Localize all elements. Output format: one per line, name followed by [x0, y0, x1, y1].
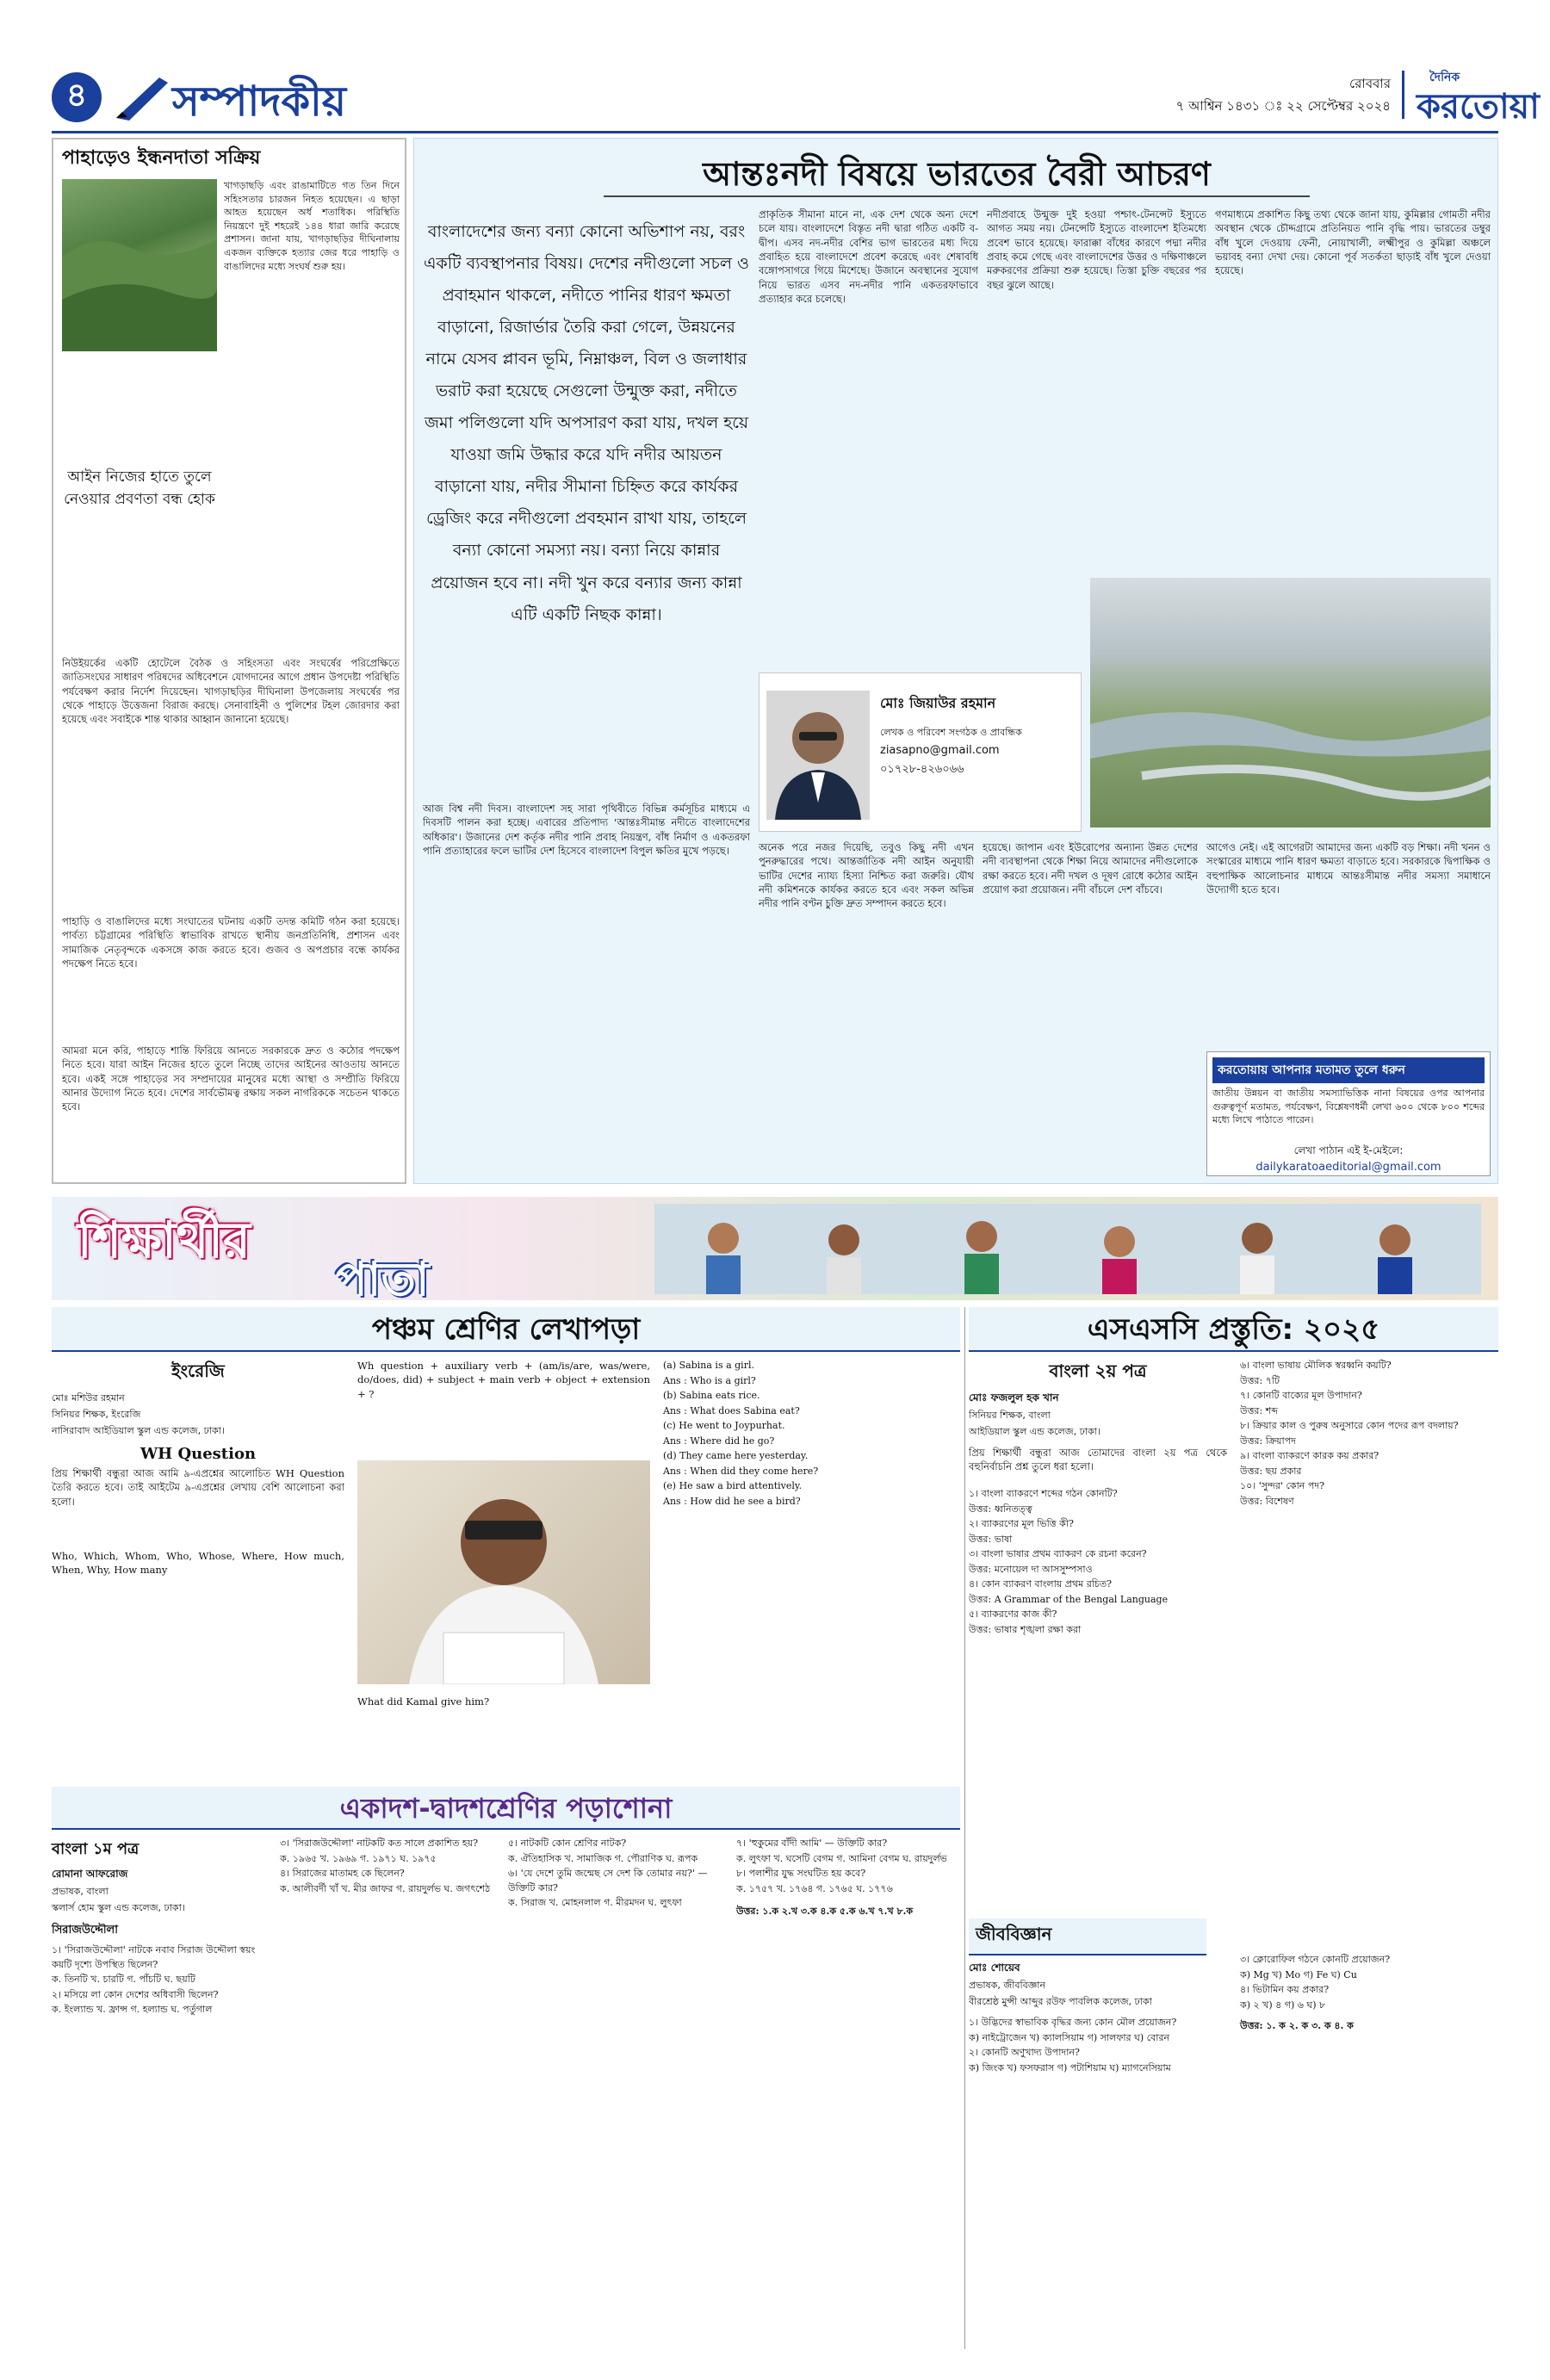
main-col-6: হয়েছে। জাপান এবং ইউরোপের অন্যান্য উন্নত দেশের নদী ব্যবস্থাপনা থেকে শিক্ষা নিয়ে আমাদের নদীগুলোকে রক্ষা করতে হবে। নদী দখল ও দূষণ রোধে কঠোর আইন প্রয়োগ করা প্রয়োজন। নদী বাঁচলে দেশ বাঁচবে। [983, 841, 1198, 896]
bio-options: ক) Mg খ) Mo গ) Fe ঘ) Cu [1240, 1968, 1357, 1980]
ssc-answer: উত্তর: ক্রিয়াপদ [1240, 1435, 1296, 1447]
main-title-rule [604, 195, 1310, 197]
left-article-photo [62, 179, 217, 351]
main-pull-quote: বাংলাদেশের জন্য বন্যা কোনো অভিশাপ নয়, বরং একটি ব্যবস্থাপনার বিষয়। দেশের নদীগুলো সচল ও প্রবাহমান থাকলে, নদীতে পানির ধারণ ক্ষমতা বাড়ানো, রিজার্ভার তৈরি করা গেলে, উন্নয়নের নামে যেসব প্লাবন ভূমি, নিম্নাঞ্চল, বিল ও জলাধার ভরাট করা হয়েছে সেগুলো উন্মুক্ত করা, নদীতে জমা পলিগুলো যদি অপসারণ করা যায়, দখল হয়ে যাওয়া জমি উদ্ধার করে যদি নদীর আয়তন বাড়ানো যায়, নদীর সীমানা চিহ্নিত করে কার্যকর ড্রেজিং করে নদীগুলো প্রবহমান রাখা যায়, তাহলে বন্যা কোনো সমস্যা নয়। বন্যা নিয়ে কান্নার প্রয়োজন হবে না। নদী খুন করে বন্যার জন্য কান্না এটি একটি নিছক কান্না। [423, 222, 750, 624]
pen-icon [112, 71, 172, 122]
bio-question: ৩। ক্লোরোফিল গঠনে কোনটি প্রয়োজন? [1240, 1954, 1391, 1965]
masthead [52, 67, 1540, 127]
class5-example: Ans : When did they come here? [663, 1465, 819, 1477]
class5-photo [357, 1460, 650, 1684]
class11-options: ক. ১৯৬৫ খ. ১৯৬৯ গ. ১৯৭১ ঘ. ১৯৭৫ [280, 1852, 437, 1864]
ssc-question: ১। বাংলা ব্যাকরণে শব্দের গঠন কোনটি? [969, 1488, 1118, 1499]
main-article-title: আন্তঃনদী বিষয়ে ভারতের বৈরী আচরণ [703, 155, 1211, 193]
ssc-answer: উত্তর: ভাষার শৃঙ্খলা রক্ষা করা [969, 1623, 1082, 1635]
class11-section [52, 1787, 960, 2355]
ssc-question: ৩। বাংলা ভাষার প্রথম ব্যাকরণ কে রচনা করেন? [969, 1548, 1147, 1559]
biology-heading: জীববিজ্ঞান [969, 1918, 1206, 1955]
main-col-2: নদীপ্রবাহে উন্মুক্ত দুই হওয়া পশ্চাৎ-টেনন্সেট ইস্যুতে আগত সময় নয়। টেনন্সেটি ইস্যুতে বাংলাদেশ ইতিমধ্যে প্রবেশ ভাবে হয়েছে। ফারাক্কা বাঁধের কারণে পদ্মা নদীর প্রবাহ কমে গেছে এবং বাংলাদেশের উত্তর ও দক্ষিণাঞ্চলে মরুকরণের প্রক্রিয়া শুরু হয়েছে। তিস্তা চুক্তি বছরের পর বছর ঝুলে আছে। [987, 208, 1206, 291]
class5-extra: What did Kamal give him? [357, 1695, 490, 1708]
ssc-question: ৫। ব্যাকরণের কাজ কী? [969, 1608, 1057, 1620]
class5-col-3 [663, 1359, 956, 1772]
class11-question: ২। মসিয়ে লা কোন দেশের অধিবাসী ছিলেন? [52, 1988, 219, 2000]
page-number-badge: ৪ [52, 72, 102, 122]
author-photo [766, 691, 870, 820]
class11-question: ৭। 'হুকুমের বাঁদী আমি' — উক্তিটি কার? [736, 1838, 888, 1849]
main-col-5: অনেক পরে নজর দিয়েছি, তবুও কিছু নদী এখন পুনরুদ্ধারের পথে। আন্তর্জাতিক নদী আইন অনুযায়ী ভাটির দেশের ন্যায্য হিস্যা নিশ্চিত করা জরুরি। যৌথ নদী কমিশনকে কার্যকর করতে হবে এবং সকল অভিন্ন নদীর পানি বণ্টন চুক্তি দ্রুত সম্পাদন করতে হবে। [759, 841, 974, 910]
class5-subject: ইংরেজি [171, 1360, 225, 1381]
ssc-question: ৬। বাংলা ভাষায় মৌলিক স্বরধ্বনি কয়টি? [1240, 1360, 1392, 1371]
class5-example: Ans : Who is a girl? [663, 1374, 756, 1386]
opinion-box-title: করতোয়ায় আপনার মতামত তুলে ধরুন [1212, 1057, 1485, 1083]
class11-col-1 [52, 1837, 267, 2353]
ssc-subject: বাংলা ২য় পত্র [1049, 1360, 1147, 1381]
bio-teacher-name: মোঃ শোয়েব [969, 1962, 1020, 1974]
ssc-question: ২। ব্যাকরণের মূল ভিত্তি কী? [969, 1518, 1074, 1529]
class11-heading: একাদশ-দ্বাদশশ্রেণির পড়াশোনা [52, 1787, 960, 1830]
class5-example: (b) Sabina eats rice. [663, 1390, 760, 1401]
class11-options: ক. সিরাজ খ. মোহনলাল গ. মীরমদন ঘ. লুৎফা [508, 1897, 682, 1908]
col-rule [964, 1307, 965, 2349]
bio-teacher-role: প্রভাষক, জীববিজ্ঞান [969, 1980, 1046, 1991]
ssc-answer: উত্তর: A Grammar of the Bengal Language [969, 1593, 1169, 1605]
ssc-answer: উত্তর: ছয় প্রকার [1240, 1465, 1302, 1477]
class11-subject: বাংলা ১ম পত্র [52, 1840, 140, 1858]
ssc-question: ৭। কোনটি বাক্যের মূল উপাদান? [1240, 1390, 1362, 1401]
ssc-col-1 [969, 1359, 1227, 1910]
class11-question: ৪। সিরাজের মাতামহ কে ছিলেন? [280, 1868, 405, 1879]
class11-teacher-role: প্রভাষক, বাংলা [52, 1886, 108, 1897]
class11-teacher-school: স্কলার্স হোম স্কুল এন্ড কলেজ, ঢাকা। [52, 1902, 185, 1913]
bio-answer-key: উত্তর: ১. ক ২. ক ৩. ক ৪. ক [1240, 2020, 1354, 2031]
class5-teacher-school: নাসিরাবাদ আইডিয়াল স্কুল এন্ড কলেজ, ঢাকা। [52, 1425, 225, 1436]
class11-question: ১। 'সিরাজউদ্দৌলা' নাটকে নবাব সিরাজ উদ্দৌলা স্বয়ং কয়টি দৃশ্যে উপস্থিত ছিলেন? [52, 1944, 256, 1970]
class5-intro: প্রিয় শিক্ষার্থী বন্ধুরা আজ আমি ৯-এপ্রশ্নের আলোচিত WH Question তৈরি করতে হবে। তাই আইটেম ৯-এপ্রশ্নের লেখায় বেশি আলোচনা করা হলো। [52, 1467, 344, 1508]
class11-question: ৮। পলাশীর যুদ্ধ সংঘটিত হয় কবে? [736, 1868, 866, 1879]
biology-block [969, 1918, 1498, 2332]
issue-date: ৭ আশ্বিন ১৪৩১ ঃ ২২ সেপ্টেম্বর ২০২৪ [1175, 98, 1391, 114]
ssc-teacher-school: আইডিয়াল স্কুল এন্ড কলেজ, ঢাকা। [969, 1426, 1100, 1437]
class5-example: (e) He saw a bird attentively. [663, 1480, 803, 1491]
class11-options: ক. ১৭৫৭ খ. ১৭৬৪ গ. ১৭৬৫ ঘ. ১৭৭৬ [736, 1882, 893, 1894]
left-article-pull-quote: আইন নিজের হাতে তুলে নেওয়ার প্রবণতা বন্ধ হোক [64, 468, 215, 508]
bio-questions-2 [1240, 1953, 1498, 2035]
left-article-body-3: আমরা মনে করি, পাহাড়ে শান্তি ফিরিয়ে আনতে সরকারকে দ্রুত ও কঠোর পদক্ষেপ নিতে হবে। যারা আইন নিজের হাতে তুলে নিচ্ছে তাদের আইনের আওতায় আনতে হবে। একই সঙ্গে পাহাড়ের সব সম্প্রদায়ের মানুষের মধ্যে আস্থা ও সম্প্রীতি ফিরিয়ে আনার উদ্যোগ নিতে হবে। দেশের সার্বভৌমত্ব রক্ষায় সকল নাগরিককে সচেতন থাকতে হবে। [62, 1044, 400, 1113]
ssc-intro: প্রিয় শিক্ষার্থী বন্ধুরা আজ তোমাদের বাংলা ২য় পত্র থেকে বহুনির্বাচনি প্রশ্ন তুলে ধরা হলো। [969, 1447, 1227, 1473]
class11-question: ৩। 'সিরাজউদ্দৌলা' নাটকটি কত সালে প্রকাশিত হয়? [280, 1838, 479, 1849]
left-article-body-2: পাহাড়ি ও বাঙালিদের মধ্যে সংঘাতের ঘটনায় একটি তদন্ত কমিটি গঠন করা হয়েছে। পার্বত্য চট্টগ্রামের পরিস্থিতি স্বাভাবিক রাখতে স্থানীয় জনপ্রতিনিধি, প্রশাসন এবং সামাজিক নেতৃবৃন্দকে একসঙ্গে কাজ করতে হবে। গুজব ও অপপ্রচার বন্ধে কার্যকর পদক্ষেপ নিতে হবে। [62, 915, 400, 970]
author-role: লেখক ও পরিবেশ সংগঠক ও প্রাবন্ধিক [880, 727, 1022, 738]
main-col-4: আজ বিশ্ব নদী দিবস। বাংলাদেশ সহ সারা পৃথিবীতে বিভিন্ন কর্মসূচির মাধ্যমে এ দিবসটি পালন করা হচ্ছে। এবারের প্রতিপাদ্য 'আন্তঃসীমান্ত নদীতে বাংলাদেশের অধিকার'। উজানের দেশ কর্তৃক নদীর পানি প্রবাহ নিয়ন্ত্রণ, বাঁধ নির্মাণ ও একতরফা পানি প্রত্যাহারের ফলে ভাটির দেশ হিসেবে বাংলাদেশ বিপুল ক্ষতির মুখে পড়ছে। [423, 803, 750, 857]
class11-teacher-name: রোমানা আফরোজ [52, 1868, 128, 1880]
opinion-box-email[interactable]: dailykaratoaeditorial@gmail.com [1256, 1161, 1442, 1174]
class5-teacher-name: মোঃ মশিউর রহমান [52, 1392, 125, 1404]
masthead-rule [52, 131, 1498, 133]
issue-day: রোববার [1349, 76, 1391, 91]
ssc-question: ৪। কোন ব্যাকরণ বাংলায় প্রথম রচিত? [969, 1578, 1113, 1590]
bio-options: ক) নাইট্রোজেন খ) ক্যালসিয়াম গ) সালফার ঘ) বোরন [969, 2031, 1170, 2043]
ssc-answer: উত্তর: ধ্বনিতত্ত্ব [969, 1503, 1032, 1515]
class5-col-2 [357, 1359, 650, 1772]
class5-q-words: Who, Which, Whom, Who, Whose, Where, How much, When, Why, How many [52, 1550, 344, 1577]
class5-example: Ans : Where did he go? [663, 1435, 775, 1447]
ssc-answer: উত্তর: বিশেষণ [1240, 1495, 1294, 1507]
masthead-divider [1402, 71, 1404, 119]
opinion-box-email-label: লেখা পাঠান এই ই-মেইলে: [1293, 1144, 1404, 1156]
section-title: সম্পাদকীয় [172, 77, 347, 126]
class5-col-1 [52, 1359, 344, 1772]
class11-question: ৬। 'যে দেশে তুমি জন্মেছ সে দেশ কি তোমার নয়?' — উক্তিটি কার? [508, 1868, 708, 1893]
ssc-question: ১০। 'সুন্দর' কোন পদ? [1240, 1480, 1324, 1491]
paper-name: করতোয়া [1417, 87, 1540, 127]
class11-col-4 [736, 1837, 956, 2353]
students-illustration [654, 1204, 1481, 1294]
class11-options: ক. লুৎফা খ. ঘসেটি বেগম গ. আমিনা বেগম ঘ. রায়দুর্লভ [736, 1852, 947, 1864]
class5-example: (c) He went to Joypurhat. [663, 1420, 785, 1431]
class11-options: ক. তিনটি খ. চারটি গ. পাঁচটি ঘ. ছয়টি [52, 1974, 195, 1985]
class11-options: ক. ইংল্যান্ড খ. ফ্রান্স গ. হল্যান্ড ঘ. পর্তুগাল [52, 2004, 213, 2015]
class5-example: (a) Sabina is a girl. [663, 1360, 754, 1371]
author-card [759, 672, 1082, 832]
banner-title-2: পাতা [336, 1252, 430, 1306]
bio-options: ক) ২ খ) ৪ গ) ৬ ঘ) ৮ [1240, 1999, 1326, 2011]
left-article-title: পাহাড়েও ইন্ধনদাতা সক্রিয় [62, 147, 261, 169]
ssc-heading: এসএসসি প্রস্তুতি: ২০২৫ [969, 1307, 1498, 1352]
class11-question: ৫। নাটকটি কোন শ্রেণির নাটক? [508, 1838, 627, 1849]
main-col-1: প্রাকৃতিক সীমানা মানে না, এক দেশ থেকে অন্য দেশে চলে যায়। বাংলাদেশে বিস্তৃত নদী দ্বারা গঠিত একটি ব-দ্বীপ। এসব নদ-নদীর বেশির ভাগ ভারতের মধ্য দিয়ে প্রবাহিত হয়ে বাংলাদেশে প্রবেশ করেছে এবং শেষাবধি বঙ্গোপসাগরে গিয়ে মিশেছে। উজানে অবস্থানের সুযোগ নিয়ে ভারত এসব নদ-নদীর পানি একতরফাভাবে প্রত্যাহার করে চলেছে। [759, 208, 978, 305]
river-photo [1090, 578, 1491, 827]
left-article-side-text: খাগড়াছড়ি এবং রাঙামাটিতে গত তিন দিনে সহিংসতার চারজন নিহত হয়েছেন। এ ছাড়া আহত হয়েছেন অর্ধ শতাধিক। পরিস্থিতি নিয়ন্ত্রণে দুই শহরেই ১৪৪ ধারা জারি করেছে প্রশাসন। জানা যায়, খাগড়াছড়ির দীঘিনালায় একজন ব্যক্তিকে হত্যার জের ধরে পাহাড়ি ও বাঙালিদের মধ্যে সংঘর্ষ শুরু হয়। [224, 180, 400, 272]
bio-question: ১। উদ্ভিদের স্বাভাবিক বৃদ্ধির জন্য কোন মৌল প্রয়োজন? [969, 2017, 1177, 2028]
main-col-3: গণমাধ্যমে প্রকাশিত কিছু তথ্য থেকে জানা যায়, কুমিল্লার গোমতী নদীর অবস্থান থেকে চৌদ্দগ্রামে প্রতিনিয়ত পানি বৃদ্ধি পায়। ভারতের ডম্বুর বাঁধ খুলে দেওয়ায় ফেনী, নোয়াখালী, লক্ষ্মীপুর ও কুমিল্লা অঞ্চলে ভয়াবহ বন্যা দেখা দেয়। কোনো পূর্ব সতর্কতা ছাড়াই বাঁধ খুলে দেওয়া হয়েছে। [1215, 208, 1491, 277]
class5-teacher-role: সিনিয়র শিক্ষক, ইংরেজি [52, 1409, 141, 1420]
ssc-question: ৮। ক্রিয়ার কাল ও পুরুষ অনুসারে কোন পদের রূপ বদলায়? [1240, 1420, 1459, 1431]
ssc-question: ৯। বাংলা ব্যাকরণে কারক কয় প্রকার? [1240, 1450, 1380, 1461]
class11-answer-key: উত্তর: ১.ক ২.খ ৩.ক ৪.ক ৫.ক ৬.খ ৭.খ ৮.ক [736, 1906, 914, 1917]
bio-question: ২। কোনটি অণুখাদ্য উপাদান? [969, 2047, 1080, 2058]
opinion-box [1206, 1051, 1491, 1176]
author-email[interactable]: ziasapno@gmail.com [880, 744, 1000, 757]
class11-topic: সিরাজউদ্দৌলা [52, 1924, 119, 1937]
ssc-col-2 [1240, 1359, 1498, 1910]
ssc-teacher-name: মোঃ ফজলুল হক খান [969, 1391, 1059, 1404]
left-article [52, 138, 406, 1184]
bio-teacher-school: বীরশ্রেষ্ঠ মুন্সী আব্দুর রউফ পাবলিক কলেজ, ঢাকা [969, 1996, 1152, 2007]
ssc-questions [969, 1487, 1227, 1637]
paper-small-label: দৈনিক [1429, 71, 1460, 84]
ssc-teacher-role: সিনিয়র শিক্ষক, বাংলা [969, 1410, 1051, 1421]
ssc-answer: উত্তর: মনোয়েল দা আসসুম্পসাও [969, 1563, 1093, 1575]
class5-section [52, 1307, 960, 1776]
class5-example: Ans : What does Sabina eat? [663, 1404, 800, 1416]
ssc-answer: উত্তর: ৭টি [1240, 1374, 1280, 1386]
class5-heading: পঞ্চম শ্রেণির লেখাপড়া [52, 1307, 960, 1352]
class11-col-2 [280, 1837, 495, 2353]
class11-options: ক. ঐতিহাসিক খ. সামাজিক গ. পৌরাণিক ঘ. রূপক [508, 1852, 698, 1864]
class5-topic: WH Question [140, 1445, 257, 1463]
bio-options: ক) জিংক খ) ফসফরাস গ) পটাশিয়াম ঘ) ম্যাগনেসিয়াম [969, 2061, 1171, 2073]
class11-col-3 [508, 1837, 723, 2353]
bio-questions [969, 2016, 1227, 2075]
bio-question: ৪। ভিটামিন কয় প্রকার? [1240, 1984, 1330, 1995]
class5-rules: Wh question + auxiliary verb + (am/is/are, was/were, do/does, did) + subject + main verb + object + extension + ? [357, 1360, 650, 1400]
main-col-7: আগেও নেই। এই আগেরটা আমাদের জন্য একটি বড় শিক্ষা। নদী খনন ও সংস্কারের মাধ্যমে পানি ধারণ ক্ষমতা বাড়াতে হবে। সরকারকে দ্বিপাক্ষিক ও বহুপাক্ষিক আলোচনার মাধ্যমে আন্তঃসীমান্ত নদীর সমস্যা সমাধানে উদ্যোগী হতে হবে। [1206, 841, 1491, 896]
opinion-box-text: জাতীয় উন্নয়ন বা জাতীয় সমস্যাভিত্তিক নানা বিষয়ের ওপর আপনার গুরুত্বপূর্ণ মতামত, পর্যবেক্ষণ, বিশ্লেষণধর্মী লেখা ৬০০ থেকে ৮০০ শব্দের মধ্যে লিখে পাঠাতে পারেন। [1212, 1088, 1485, 1126]
author-name: মোঃ জিয়াউর রহমান [880, 695, 996, 711]
banner-title-1: শিক্ষার্থীর [78, 1211, 251, 1269]
student-banner [52, 1197, 1498, 1306]
class5-example: Ans : How did he see a bird? [663, 1495, 801, 1507]
class5-example: (d) They came here yesterday. [663, 1450, 809, 1461]
left-article-body-1: নিউইয়র্কের একটি হোটেলে বৈঠক ও সহিংসতা এবং সংঘর্ষের পরিপ্রেক্ষিতে জাতিসংঘের সাধারণ পরিষদের অধিবেশনে যোগদানের আগে প্রধান উপদেষ্টা পরিস্থিতি পর্যবেক্ষণ করার নির্দেশ দিয়েছেন। খাগড়াছড়ির দীঘিনালা উপজেলায় সংঘর্ষের পর থেকে পাহাড়ে উত্তেজনা বিরাজ করছে। সেনাবাহিনী ও পুলিশের টহল জোরদার করা হয়েছে এবং সবাইকে শান্ত থাকার আহ্বান জানানো হয়েছে। [62, 657, 400, 726]
ssc-section [969, 1307, 1498, 2340]
class11-options: ক. আলীবর্দী খাঁ খ. মীর জাফর গ. রায়দুর্লভ ঘ. জগৎশেঠ [280, 1882, 491, 1894]
author-phone: ০১৭২৮-৪২৬০৬৬ [880, 763, 964, 776]
ssc-answer: উত্তর: ভাষা [969, 1533, 1013, 1545]
ssc-answer: উত্তর: শব্দ [1240, 1404, 1278, 1416]
main-article [413, 138, 1498, 1184]
